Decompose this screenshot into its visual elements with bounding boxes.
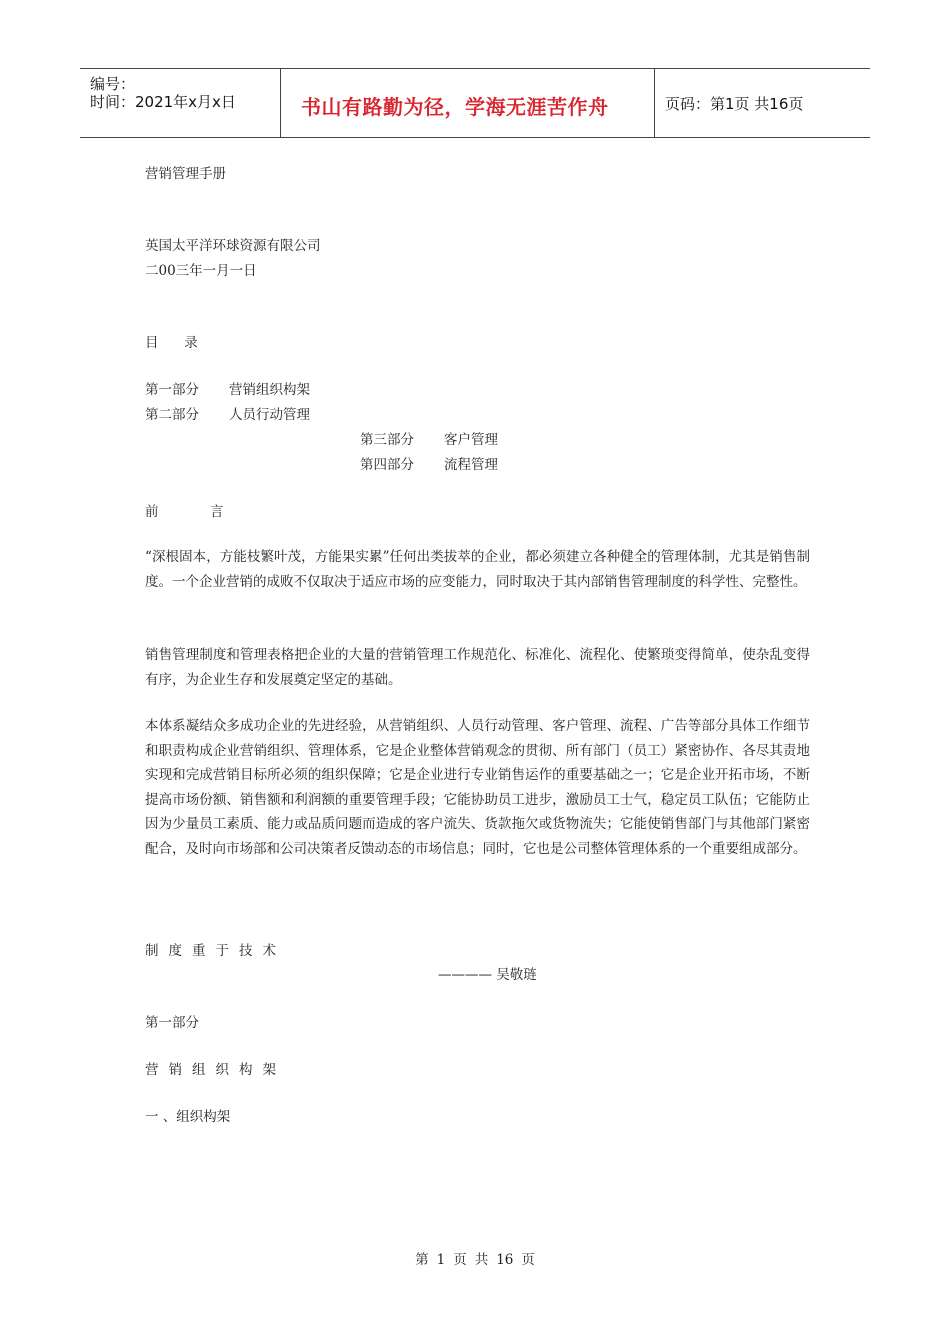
time-label: 时间：2021年x月x日 bbox=[90, 93, 236, 111]
toc-item-1[interactable] bbox=[145, 378, 310, 398]
header-motto-cell bbox=[281, 69, 655, 137]
page-header bbox=[80, 68, 870, 138]
toc-part: 第四部分 bbox=[360, 457, 414, 473]
part-heading: 第一部分 bbox=[145, 1015, 199, 1031]
preface-paragraph-2: 销售管理制度和管理表格把企业的大量的营销管理工作规范化、标准化、流程化、使繁琐变得简单，使杂乱变得有序，为企业生存和发展奠定坚定的基础。 bbox=[145, 647, 810, 688]
section-heading: 一 、组织构架 bbox=[145, 1109, 231, 1125]
toc-part: 第二部分 bbox=[145, 407, 199, 423]
doc-date: 二00三年一月一日 bbox=[145, 263, 257, 279]
toc-item-3[interactable] bbox=[360, 428, 498, 448]
footer-current-page: 1 bbox=[436, 1252, 446, 1268]
toc-title: 营销组织构架 bbox=[229, 382, 310, 398]
footer-label: 共 bbox=[474, 1252, 489, 1268]
number-label: 编号： bbox=[90, 75, 136, 93]
toc-title: 客户管理 bbox=[444, 432, 498, 448]
footer-total-pages: 16 bbox=[496, 1252, 514, 1268]
preface-paragraph-3: 本体系凝结众多成功企业的先进经验，从营销组织、人员行动管理、客户管理、流程、广告等部分具体工作细节和职责构成企业营销组织、管理体系，它是企业整体营销观念的贯彻、所有部门（员工）紧密协作、各尽其责地实现和完成营销目标所必须的组织保障；它是企业进行专业销售运作的重要基础之一；它是企业开拓市场，不断提高市场份额、销售额和利润额的重要管理手段；它能协助员工进步，激励员工士气，稳定员工队伍；它能防止因为少量员工素质、能力或品质问题而造成的客户流失、货款拖欠或货物流失；它能使销售部门与其他部门紧密配合，及时向市场部和公司决策者反馈动态的市场信息；同时，它也是公司整体管理体系的一个重要组成部分。 bbox=[145, 718, 810, 857]
doc-title: 营销管理手册 bbox=[145, 166, 226, 182]
company-name: 英国太平洋环球资源有限公司 bbox=[145, 238, 321, 254]
toc-heading: 目 录 bbox=[145, 335, 198, 351]
toc-item-2[interactable] bbox=[145, 403, 310, 423]
page-info: 页码：第1页 共16页 bbox=[665, 95, 804, 113]
toc-part: 第三部分 bbox=[360, 432, 414, 448]
toc-part: 第一部分 bbox=[145, 382, 199, 398]
footer-label: 页 bbox=[453, 1252, 467, 1268]
toc-item-4[interactable] bbox=[360, 453, 498, 473]
quote: 制度重于技术 bbox=[145, 943, 286, 959]
part-title: 营销组织构架 bbox=[145, 1062, 286, 1078]
footer-label: 页 bbox=[521, 1252, 535, 1268]
header-meta bbox=[80, 69, 281, 137]
preface-heading: 前 言 bbox=[145, 504, 224, 520]
quote-author: ———— 吴敬琏 bbox=[438, 967, 537, 983]
page-footer bbox=[0, 1248, 950, 1268]
preface-paragraph-1: “深根固本，方能枝繁叶茂，方能果实累”任何出类拔萃的企业，都必须建立各种健全的管理体制，尤其是销售制度。一个企业营销的成败不仅取决于适应市场的应变能力，同时取决于其内部销售管理制度的科学性、完整性。 bbox=[145, 549, 810, 590]
toc-title: 人员行动管理 bbox=[229, 407, 310, 423]
motto: 书山有路勤为径，学海无涯苦作舟 bbox=[301, 95, 609, 119]
toc-title: 流程管理 bbox=[444, 457, 498, 473]
footer-label: 第 bbox=[415, 1252, 429, 1268]
